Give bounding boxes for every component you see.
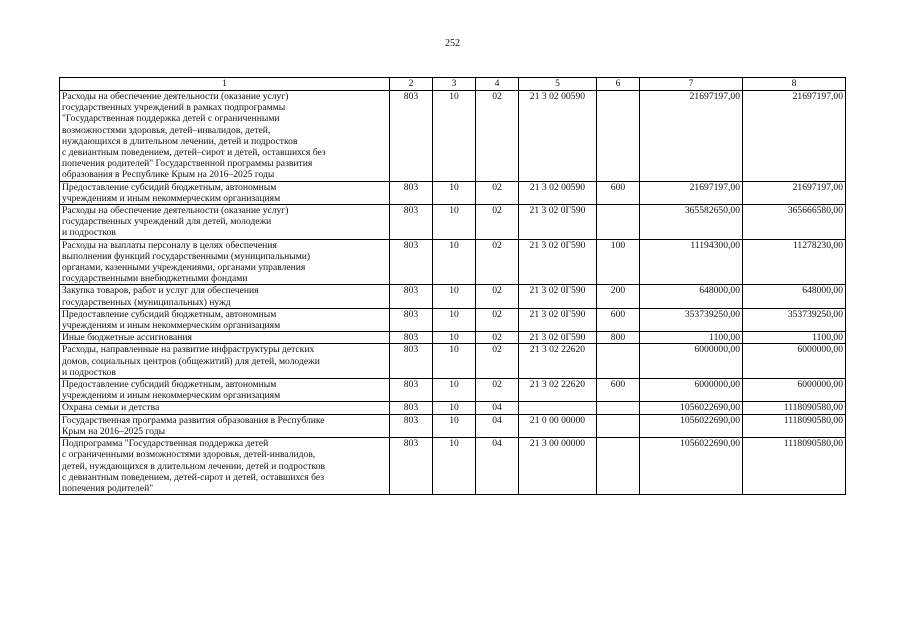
cell-subsection: 02 [476, 91, 519, 182]
row-description: Предоставление субсидий бюджетным, автономным учреждениям и иным некоммерческим организациям [60, 379, 390, 402]
column-header: 7 [640, 78, 743, 91]
cell-ministry-code: 803 [390, 285, 433, 308]
cell-amount-year2: 21697197,00 [743, 181, 846, 204]
cell-expense-type [597, 91, 640, 182]
cell-target-article: 21 3 02 0Г590 [519, 239, 597, 285]
cell-ministry-code: 803 [390, 344, 433, 379]
row-description: Расходы на обеспечение деятельности (оказание услуг) государственных учреждений для детей, молодежи и подростков [60, 205, 390, 240]
cell-expense-type [597, 414, 640, 437]
cell-amount-year1: 1056022690,00 [640, 414, 743, 437]
cell-target-article: 21 3 02 22620 [519, 379, 597, 402]
cell-subsection: 02 [476, 344, 519, 379]
cell-amount-year1: 6000000,00 [640, 344, 743, 379]
cell-target-article [519, 402, 597, 414]
cell-target-article: 21 3 02 0Г590 [519, 332, 597, 344]
cell-target-article: 21 3 02 00590 [519, 91, 597, 182]
cell-section: 10 [433, 414, 476, 437]
cell-amount-year1: 6000000,00 [640, 379, 743, 402]
cell-subsection: 02 [476, 308, 519, 331]
cell-subsection: 02 [476, 181, 519, 204]
column-header: 8 [743, 78, 846, 91]
cell-amount-year1: 353739250,00 [640, 308, 743, 331]
cell-expense-type: 100 [597, 239, 640, 285]
cell-section: 10 [433, 332, 476, 344]
cell-expense-type [597, 205, 640, 240]
row-description: Расходы на выплаты персоналу в целях обеспечения выполнения функций государственными (муниципальными) органами, казенными учреждениями, органами управления государственными внебюджетными фондами [60, 239, 390, 285]
cell-amount-year2: 1118090580,00 [743, 414, 846, 437]
cell-section: 10 [433, 181, 476, 204]
cell-expense-type: 600 [597, 308, 640, 331]
column-header: 4 [476, 78, 519, 91]
table-row [60, 239, 846, 285]
cell-subsection: 04 [476, 438, 519, 495]
cell-amount-year2: 365666580,00 [743, 205, 846, 240]
cell-subsection: 02 [476, 285, 519, 308]
cell-subsection: 04 [476, 402, 519, 414]
table-row [60, 344, 846, 379]
cell-target-article: 21 3 02 0Г590 [519, 285, 597, 308]
cell-amount-year2: 11278230,00 [743, 239, 846, 285]
cell-amount-year1: 1056022690,00 [640, 402, 743, 414]
row-description: Государственная программа развития образования в Республике Крым на 2016–2025 годы [60, 414, 390, 437]
row-description: Иные бюджетные ассигнования [60, 332, 390, 344]
cell-amount-year2: 1100,00 [743, 332, 846, 344]
cell-section: 10 [433, 91, 476, 182]
row-description: Охрана семьи и детства [60, 402, 390, 414]
row-description: Предоставление субсидий бюджетным, автономным учреждениям и иным некоммерческим организациям [60, 181, 390, 204]
table-row [60, 332, 846, 344]
cell-ministry-code: 803 [390, 205, 433, 240]
cell-amount-year2: 6000000,00 [743, 344, 846, 379]
cell-ministry-code: 803 [390, 414, 433, 437]
cell-section: 10 [433, 438, 476, 495]
cell-expense-type [597, 344, 640, 379]
cell-target-article: 21 3 02 00590 [519, 181, 597, 204]
cell-expense-type [597, 438, 640, 495]
cell-amount-year1: 21697197,00 [640, 91, 743, 182]
cell-ministry-code: 803 [390, 181, 433, 204]
cell-section: 10 [433, 344, 476, 379]
table-row [60, 438, 846, 495]
cell-subsection: 02 [476, 239, 519, 285]
cell-amount-year2: 1118090580,00 [743, 438, 846, 495]
cell-ministry-code: 803 [390, 402, 433, 414]
cell-target-article: 21 3 00 00000 [519, 438, 597, 495]
cell-amount-year1: 11194300,00 [640, 239, 743, 285]
cell-amount-year2: 21697197,00 [743, 91, 846, 182]
cell-amount-year1: 1056022690,00 [640, 438, 743, 495]
table-row [60, 91, 846, 182]
cell-ministry-code: 803 [390, 308, 433, 331]
table-row [60, 379, 846, 402]
cell-expense-type [597, 402, 640, 414]
cell-ministry-code: 803 [390, 91, 433, 182]
cell-ministry-code: 803 [390, 379, 433, 402]
page-number: 252 [445, 38, 460, 49]
row-description: Подпрограмма "Государственная поддержка детей с ограниченными возможностями здоровья, детей-инвалидов, детей, нуждающихся в длительном лечении, детей и подростков с девиантным поведением, детей-сирот и детей, оставшихся без попечения родителей" [60, 438, 390, 495]
table-row [60, 205, 846, 240]
column-header: 2 [390, 78, 433, 91]
column-header: 6 [597, 78, 640, 91]
cell-amount-year1: 365582650,00 [640, 205, 743, 240]
budget-table [59, 77, 846, 495]
cell-ministry-code: 803 [390, 438, 433, 495]
cell-target-article: 21 3 02 22620 [519, 344, 597, 379]
row-description: Предоставление субсидий бюджетным, автономным учреждениям и иным некоммерческим организациям [60, 308, 390, 331]
table-row [60, 308, 846, 331]
cell-subsection: 04 [476, 414, 519, 437]
cell-amount-year1: 648000,00 [640, 285, 743, 308]
table-row [60, 285, 846, 308]
cell-amount-year1: 21697197,00 [640, 181, 743, 204]
row-description: Расходы на обеспечение деятельности (оказание услуг) государственных учреждений в рамках подпрограммы "Государственная поддержка детей с ограниченными возможностями здоровья, детей–инвалидов, детей, нуждающихся в длительном лечении, детей и подростков с девиантным поведением, детей–сирот и детей, оставшихся без попечения родителей" Государственной программы развития образования в Республике Крым на 2016–2025 годы [60, 91, 390, 182]
cell-section: 10 [433, 379, 476, 402]
table-row [60, 402, 846, 414]
cell-target-article: 21 3 02 0Г590 [519, 205, 597, 240]
cell-section: 10 [433, 308, 476, 331]
cell-expense-type: 600 [597, 181, 640, 204]
table-row [60, 414, 846, 437]
cell-expense-type: 200 [597, 285, 640, 308]
cell-section: 10 [433, 239, 476, 285]
cell-section: 10 [433, 402, 476, 414]
cell-amount-year2: 1118090580,00 [743, 402, 846, 414]
cell-subsection: 02 [476, 379, 519, 402]
cell-target-article: 21 0 00 00000 [519, 414, 597, 437]
header-row [60, 78, 846, 91]
cell-subsection: 02 [476, 332, 519, 344]
cell-ministry-code: 803 [390, 332, 433, 344]
cell-section: 10 [433, 285, 476, 308]
cell-amount-year2: 648000,00 [743, 285, 846, 308]
cell-subsection: 02 [476, 205, 519, 240]
column-header: 5 [519, 78, 597, 91]
column-header: 1 [60, 78, 390, 91]
cell-ministry-code: 803 [390, 239, 433, 285]
cell-expense-type: 600 [597, 379, 640, 402]
row-description: Расходы, направленные на развитие инфраструктуры детских домов, социальных центров (общежитий) для детей, молодежи и подростков [60, 344, 390, 379]
cell-section: 10 [433, 205, 476, 240]
table-row [60, 181, 846, 204]
cell-expense-type: 800 [597, 332, 640, 344]
cell-target-article: 21 3 02 0Г590 [519, 308, 597, 331]
cell-amount-year2: 6000000,00 [743, 379, 846, 402]
cell-amount-year2: 353739250,00 [743, 308, 846, 331]
row-description: Закупка товаров, работ и услуг для обеспечения государственных (муниципальных) нужд [60, 285, 390, 308]
cell-amount-year1: 1100,00 [640, 332, 743, 344]
column-header: 3 [433, 78, 476, 91]
